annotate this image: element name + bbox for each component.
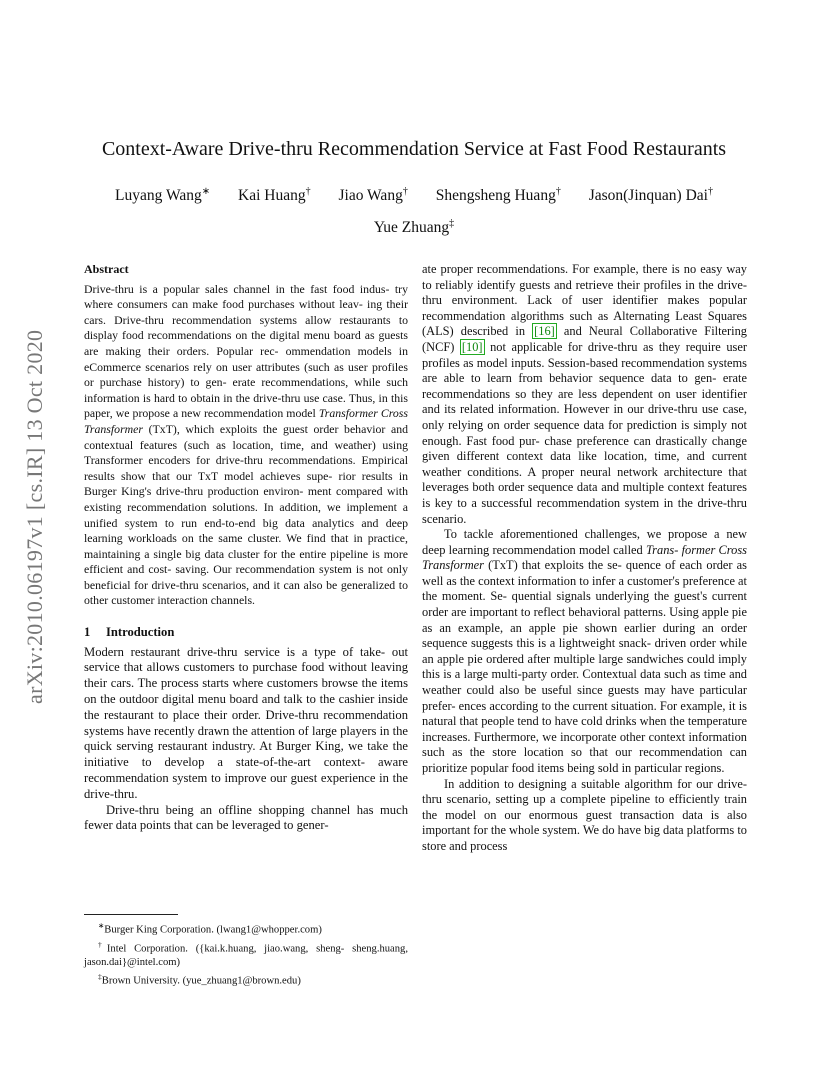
footnote-mark: ∗ — [98, 921, 105, 930]
author — [338, 178, 407, 210]
author — [115, 178, 210, 210]
footnote-rule — [84, 914, 178, 915]
footnote-mark: † — [98, 939, 107, 949]
footnote-text: Intel Corporation. ({kai.k.huang, jiao.wang, sheng- sheng.huang, jason.dai}@intel.com) — [84, 943, 408, 969]
author — [374, 210, 454, 242]
footnote — [84, 938, 408, 971]
abstract-text: (TxT), which exploits the guest order behavior and contextual features (such as location, time, and weather) using Transformer encoders for drive-thru recommendations. Empirical results show that our TxT model achieves supe- rior results in Burger King's drive-thru production environ- ment compared with existing recommendation solutions. In addition, we implement a unified system to run end-to-end big data analytics and deep learning workloads on the same cluster. We find that in practice, maintaining a single big data cluster for the entire pipeline is more efficient and cost- saving. Our recommendation system is not only beneficial for drive-thru scenarios, and it can also be generalized to other customer interaction channels. — [84, 421, 408, 608]
author-mark: ∗ — [201, 186, 211, 197]
section-heading — [84, 625, 408, 641]
body-paragraph — [422, 527, 747, 777]
section-title: Introduction — [106, 625, 175, 640]
citation-link[interactable]: [10] — [461, 339, 483, 354]
left-column — [84, 262, 408, 834]
author-mark: † — [402, 186, 408, 197]
author-mark: † — [707, 186, 713, 197]
footnote-mark: ‡ — [98, 972, 102, 982]
author-name: Yue Zhuang — [373, 219, 450, 237]
author-list — [60, 178, 768, 242]
author-mark: ‡ — [449, 218, 455, 230]
author-name: Kai Huang — [238, 187, 306, 205]
author-name: Shengsheng Huang — [435, 187, 556, 205]
arxiv-stamp-text: arXiv:2010.06197v1 [cs.IR] 13 Oct 2020 — [22, 329, 47, 704]
body-text: and Neural Collaborative Filtering (NCF) — [422, 324, 747, 354]
body-text: not applicable for drive-thru as they require user profiles as model inputs. Session-based recommendation systems are able to learn from behavior sequence data to gen- erate recommendations so they are less dependent on user identifier and its related information. However in our drive-thru use case, only relying on order sequence data for prediction is simply not enough. Fast food pur- chase preference can drastically change given different context data like location, time, and current weather conditions. A proper neural network architecture that leverages both order sequence data and multiple context features is key to a successful recommendation system in the drive-thru scenario. — [422, 339, 747, 526]
author-name: Jiao Wang — [338, 187, 403, 205]
author-mark: † — [305, 186, 311, 197]
section-number: 1 — [84, 625, 91, 640]
author — [238, 178, 311, 210]
intro-body — [84, 645, 408, 835]
intro-paragraph: Drive-thru being an offline shopping channel has much fewer data points that can be leveraged to gener- — [84, 802, 408, 833]
footnotes — [84, 914, 408, 989]
abstract-text: Drive-thru is a popular sales channel in the fast food indus- try where consumers can make food purchases without leav- ing their cars. Drive-thru recommendation systems allow restaurants to display food recommendations on the digital menu board as guests are making their orders. Popular rec- ommendation models in eCommerce scenarios rely on user attributes (such as user profiles or purchase history) to gen- erate recommendations, while such information is hard to obtain in the drive-thru use case. Thus, in this paper, we propose a new recommendation model — [84, 281, 408, 421]
abstract-paragraph — [84, 282, 408, 609]
abstract-heading: Abstract — [84, 262, 129, 276]
author-mark: † — [555, 186, 561, 197]
citation-link[interactable]: [16] — [534, 324, 555, 339]
body-paragraph — [422, 262, 747, 527]
intro-paragraph: Modern restaurant drive-thru service is a type of take- out service that allows customers to purchase food without leaving their cars. The process starts where customers browse the items on the outdoor digital menu board and talk to the cashier inside the restaurant to place their order. Drive-thru recommendation systems have recently drawn the attention of large players in the quick serving restaurant industry. At Burger King, we take the initiative to develop a state-of-the-art context- aware recommendation system to improve our guest experience in the drive-thru. — [84, 644, 408, 801]
right-column — [422, 262, 747, 855]
author — [436, 178, 561, 210]
author-name: Luyang Wang — [115, 187, 202, 205]
model-name: Transformer Cross Transformer — [84, 406, 408, 436]
footnote — [84, 919, 408, 938]
footnote-text: Brown University. (yue_zhuang1@brown.edu) — [101, 975, 301, 987]
body-paragraph: In addition to designing a suitable algorithm for our drive-thru scenario, setting up a complete pipeline to efficiently train the model on our enormous guest transaction data is also important for the whole system. We do have big data platforms to store and process — [422, 776, 747, 853]
paper-title: Context-Aware Drive-thru Recommendation Service at Fast Food Restaurants — [101, 138, 727, 160]
body-text: (TxT) that exploits the se- quence of each order as well as the context information to infer a customer's preference at the moment. Se- quential signals underlying the guest's current order are important to reflect behavioral patterns. Using apple pie as an example, an apple pie shown earlier during an order sequence suggests this is a lightweight snack- driven order while an apple pie ordered after multiple large sandwiches could imply this is a large multi-party order. Contextual data such as time and weather could also be useful since guests may have particular prefer- ences according to the current situation. For example, it is natural that people tend to have cold drinks when the temperature increases. Furthermore, we incorporate other context information such as the store location so that our recommendation can prioritize popular food items being sold in particular regions. — [422, 558, 747, 775]
author-name: Jason(Jinquan) Dai — [588, 187, 708, 205]
body-text: To tackle aforementioned challenges, we propose a new deep learning recommendation model called — [422, 527, 747, 557]
arxiv-stamp — [22, 30, 52, 1040]
model-name: Trans- former Cross Transformer — [422, 542, 747, 573]
author — [589, 178, 713, 210]
abstract-body — [84, 282, 408, 609]
body-text: ate proper recommendations. For example, there is no easy way to reliably identify guests and retrieve their profiles in the drive-thru environment. Lack of user identifier makes popular recommendation algorithms such as Alternating Least Squares (ALS) described in — [422, 262, 747, 339]
footnote-text: Burger King Corporation. (lwang1@whopper.com) — [104, 924, 322, 936]
footnote — [84, 970, 408, 989]
